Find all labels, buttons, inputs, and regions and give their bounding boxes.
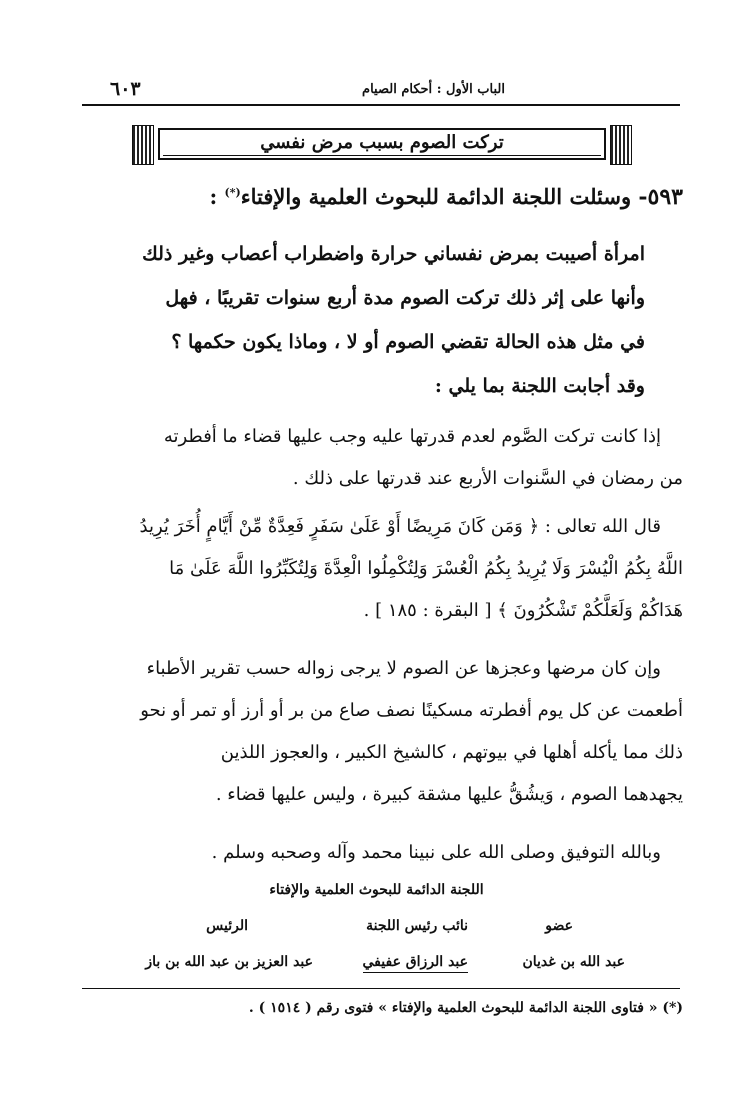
running-title: الباب الأول : أحكام الصيام	[362, 82, 505, 97]
question-number: ٥٩٣-	[638, 184, 683, 210]
section-title: تركت الصوم بسبب مرض نفسي	[260, 132, 504, 153]
chairman-name: عبد العزيز بن عبد الله بن باز	[145, 954, 313, 970]
banner-frame	[158, 128, 606, 160]
paragraph-line: إذا كانت تركت الصَّوم لعدم قدرتها عليه وجب عليها قضاء ما أفطرته	[163, 426, 661, 447]
paragraph-line: وإن كان مرضها وعجزها عن الصوم لا يرجى زواله حسب تقرير الأطباء	[146, 658, 661, 679]
committee-name: اللجنة الدائمة للبحوث العلمية والإفتاء	[269, 882, 484, 898]
header-rule	[82, 104, 680, 106]
question-line: امرأة أصيبت بمرض نفساني حرارة واضطراب أعصاب وغير ذلك	[142, 243, 645, 265]
member-name: عبد الله بن غديان	[522, 954, 625, 970]
closing-line: وبالله التوفيق وصلى الله على نبينا محمد وآله وصحبه وسلم .	[211, 842, 661, 863]
answer-paragraph-3	[73, 648, 683, 816]
question-line: وقد أجابت اللجنة بما يلي :	[434, 375, 645, 397]
running-header	[82, 78, 680, 104]
footnote-rule	[82, 988, 680, 989]
quran-quote-paragraph	[73, 506, 683, 632]
paragraph-line: ذلك مما يأكله أهلها في بيوتهم ، كالشيخ الكبير ، والعجوز اللذين	[220, 742, 683, 763]
paragraph-line: اللَّهُ بِكُمُ الْيُسْرَ وَلَا يُرِيدُ بِكُمُ الْعُسْرَ وَلِتُكْمِلُوا الْعِدَّةَ وَلِتُكَبِّرُوا اللَّهَ عَلَىٰ مَا	[169, 558, 683, 579]
chairman-title: الرئيس	[206, 918, 248, 934]
closing-paragraph	[73, 832, 683, 874]
page-number: ٦٠٣	[110, 78, 141, 100]
question-heading	[63, 184, 683, 210]
paragraph-line: أطعمت عن كل يوم أفطرته مسكينًا نصف صاع من بر أو أرز أو تمر أو نحو	[140, 700, 683, 721]
question-heading-colon: :	[209, 184, 218, 209]
answer-paragraph-1	[73, 416, 683, 500]
banner-left-ornament	[132, 125, 154, 165]
banner-right-ornament	[610, 125, 632, 165]
paragraph-line: من رمضان في السَّنوات الأربع عند قدرتها على ذلك .	[292, 468, 683, 489]
paragraph-line: قال الله تعالى : ﴿ وَمَن كَانَ مَرِيضًا أَوْ عَلَىٰ سَفَرٍ فَعِدَّةٌ مِّنْ أَيَّامٍ أُخَرَ يُرِيدُ	[139, 516, 661, 537]
question-heading-text: وسئلت اللجنة الدائمة للبحوث العلمية والإفتاء	[240, 184, 632, 209]
question-line: وأنها على إثر ذلك تركت الصوم مدة أربع سنوات تقريبًا ، فهل	[165, 287, 645, 309]
section-banner	[132, 125, 632, 165]
deputy-name: عبد الرزاق عفيفي	[363, 954, 468, 973]
paragraph-line: يجهدهما الصوم ، وَيشُقُّ عليها مشقة كبيرة ، وليس عليها قضاء .	[215, 784, 683, 805]
question-line: في مثل هذه الحالة تقضي الصوم أو لا ، وماذا يكون حكمها ؟	[171, 331, 645, 353]
deputy-title: نائب رئيس اللجنة	[366, 918, 468, 934]
question-text	[70, 232, 645, 408]
footnote-marker: (*)	[224, 186, 241, 199]
paragraph-line: هَدَاكُمْ وَلَعَلَّكُمْ تَشْكُرُونَ ﴾ [ البقرة : ١٨٥ ] .	[363, 600, 683, 621]
member-title: عضو	[545, 918, 573, 934]
footnote: (*) « فتاوى اللجنة الدائمة للبحوث العلمية والإفتاء » فتوى رقم ( ١٥١٤ ) .	[248, 1000, 683, 1016]
